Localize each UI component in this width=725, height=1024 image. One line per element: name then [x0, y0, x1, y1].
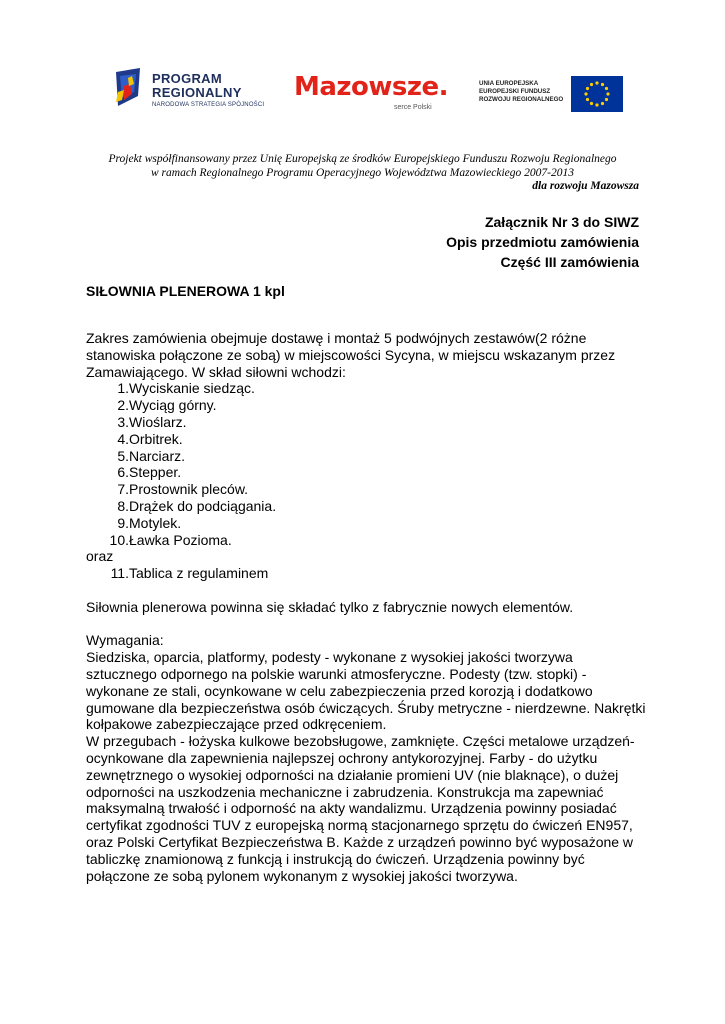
list-item-text: Prostownik pleców. — [129, 481, 249, 498]
list-item-text: Wyciskanie siedząc. — [129, 380, 255, 397]
list-item — [86, 464, 646, 481]
pr-subtitle: NARODOWA STRATEGIA SPÓJNOŚCI — [152, 102, 265, 108]
list-item-number: 2. — [117, 397, 129, 414]
list-item-text: Orbitrek. — [129, 430, 183, 447]
list-item-text: Drążek do podciągania. — [129, 497, 277, 514]
ue-text — [479, 80, 563, 104]
extra-list — [86, 565, 646, 582]
oraz-text: oraz — [86, 548, 114, 565]
mazowsze-subtitle: serce Polski — [394, 104, 432, 111]
ue-logo — [479, 68, 631, 122]
list-item — [86, 380, 646, 397]
list-item — [86, 565, 646, 582]
pr-line1: PROGRAM — [152, 71, 222, 86]
cofinancing-line2: w ramach Regionalnego Programu Operacyjnego Województwa Mazowieckiego 2007-2013 — [151, 167, 574, 179]
list-item-number: 11. — [110, 565, 129, 582]
list-item-number: 4. — [117, 430, 129, 447]
ue-line1: UNIA EUROPEJSKA — [479, 80, 539, 87]
eu-flag-icon — [571, 76, 623, 112]
requirements-paragraph-1: Siedziska, oparcia, platformy, podesty - wykonane z wysokiej jakości tworzywa sztucznego odpornego na polskie warunki atmosferyczne. Podesty (tzw. stopki) - wykonane ze stali, ocynkowane w celu zabezpieczenia przed korozją i dodatkowo gumowane dla bezpieczeństwa osób ćwiczących. Śruby metryczne - nierdzewne. Nakrętki kołpakowe zabezpieczające przed odkręceniem. — [86, 649, 646, 733]
annex-line1: Załącznik Nr 3 do SIWZ — [484, 214, 639, 230]
list-item — [86, 397, 646, 414]
mazowsze-wordmark: Mazowsze. — [294, 72, 449, 102]
cofinancing-line1: Projekt współfinansowany przez Unię Europejską ze środków Europejskiego Funduszu Rozwoju Regionalnego — [108, 153, 617, 165]
new-elements-paragraph: Siłownia plenerowa powinna się składać tylko z fabrycznie nowych elementów. — [86, 598, 574, 615]
ue-line2: EUROPEJSKI FUNDUSZ — [479, 88, 551, 95]
list-item-number: 1. — [117, 380, 129, 397]
annex-heading — [446, 212, 639, 272]
list-item-text: Wioślarz. — [129, 413, 187, 430]
list-item-number: 10. — [109, 531, 129, 548]
list-item-text: Wyciąg górny. — [129, 397, 217, 414]
equipment-list — [86, 380, 646, 548]
list-item-number: 6. — [117, 464, 129, 481]
list-item-text: Motylek. — [129, 514, 182, 531]
list-item-number: 7. — [117, 481, 129, 498]
list-item-number: 9. — [117, 514, 129, 531]
for-development-tagline: dla rozwoju Mazowsza — [532, 180, 639, 192]
list-item-number: 8. — [117, 497, 129, 514]
list-item — [86, 532, 646, 549]
list-item-text: Narciarz. — [129, 447, 186, 464]
list-item-text: Tablica z regulaminem — [129, 565, 269, 582]
list-item — [86, 414, 646, 431]
list-item-number: 3. — [117, 413, 129, 430]
list-item — [86, 498, 646, 515]
document-body — [86, 330, 646, 884]
requirements-paragraph-2: W przegubach - łożyska kulkowe bezobsługowe, zamknięte. Części metalowe urządzeń- ocynkowane dla zapewnienia najlepszej ochrony antykorozyjnej. Farby - do użytku zewnętrznego o wysokiej odporności na działanie promieni UV (nie blaknące), o dużej odporności na uszkodzenia mechaniczne i zabrudzenia. Konstrukcja ma zapewniać maksymalną trwałość i odporność na akty wandalizmu. Urządzenia powinny posiadać certyfikat zgodności TUV z europejską normą stacjonarnego sprzętu do ćwiczeń EN957, oraz Polski Certyfikat Bezpieczeństwa B. Każde z urządzeń powinno być wyposażone w tabliczkę znamionową z funkcją i instrukcją do ćwiczeń. Urządzenia powinny być połączone ze sobą pylonem wykonanym z wysokiej jakości tworzywa. — [86, 733, 635, 884]
document-title: SIŁOWNIA PLENEROWA 1 kpl — [86, 283, 285, 299]
annex-line2: Opis przedmiotu zamówienia — [446, 234, 639, 250]
ue-line3: ROZWOJU REGIONALNEGO — [479, 96, 564, 103]
program-regionalny-logo — [114, 66, 274, 122]
intro-paragraph: Zakres zamówienia obejmuje dostawę i montaż 5 podwójnych zestawów(2 różne stanowiska połączone ze sobą) w miejscowości Sycyna, w miejscu wskazanym przez Zamawiającego. W skład siłowni wchodzi: — [86, 330, 616, 380]
list-item — [86, 515, 646, 532]
list-item-text: Ławka Pozioma. — [129, 531, 232, 548]
requirements-heading: Wymagania: — [86, 632, 164, 649]
list-item — [86, 448, 646, 465]
program-regionalny-emblem-icon — [114, 66, 150, 110]
list-item — [86, 431, 646, 448]
list-item-text: Stepper. — [129, 464, 182, 481]
list-item-number: 5. — [117, 447, 129, 464]
annex-line3: Część III zamówienia — [500, 254, 639, 270]
program-regionalny-title — [152, 72, 242, 100]
list-item — [86, 481, 646, 498]
cofinancing-note — [0, 152, 725, 180]
pr-line2: REGIONALNY — [152, 85, 242, 100]
mazowsze-logo — [286, 62, 466, 128]
logo-band — [86, 62, 631, 130]
